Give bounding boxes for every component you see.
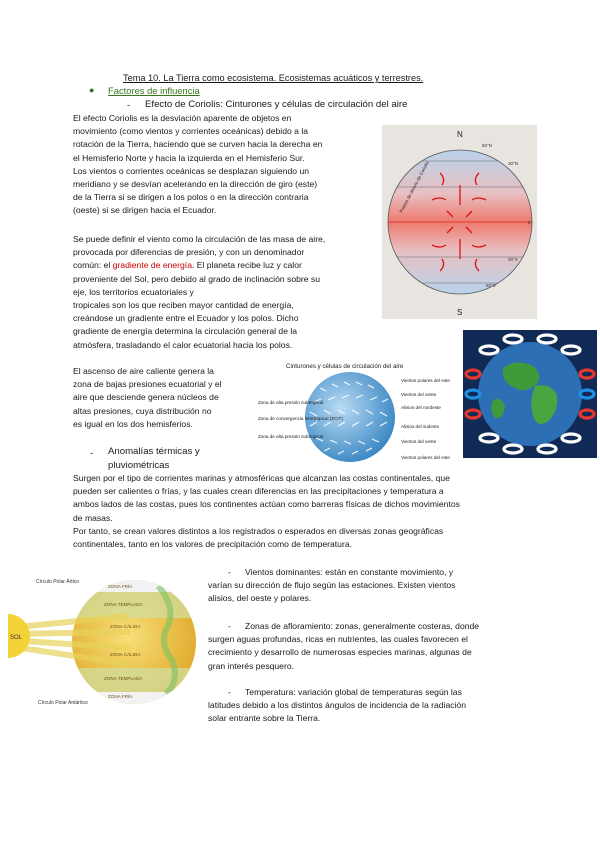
antarctic-circle-label: Círculo Polar Antártico [38, 700, 88, 706]
anomalias-heading [108, 445, 200, 473]
text-line: Por tanto, se crean valores distintos a los registrados o esperados en diversas zonas geográficas [73, 525, 444, 536]
text-line: el Hemisferio Norte y hacia la izquierda en el Hemisferio Sur. [73, 152, 305, 163]
text-line: solar entrante sobre la Tierra. [208, 713, 321, 724]
dash-marker: - [228, 687, 231, 697]
zone-label: ZONA TEMPLADA [104, 676, 143, 681]
dash-marker: - [90, 447, 94, 458]
atmospheric-cells-figure [463, 330, 597, 458]
dash-marker: - [228, 621, 231, 631]
belt-label: Zona de convergencia intertropical (ZCIT) [258, 416, 344, 421]
text-line: altas presiones, cuya distribución no [73, 405, 212, 416]
text-line: Los vientos o corrientes oceánicas se desplazan siguiendo un [73, 165, 310, 176]
dash-marker: - [127, 99, 131, 110]
latitude-label: 60°N [482, 143, 493, 148]
text-line: de la Tierra si se dirigen a los polos o en la dirección contraria [73, 192, 309, 203]
text-line: eje, los territorios ecuatoriales y [73, 286, 194, 297]
belt-label: Vientos del oeste [401, 392, 437, 397]
latitude-label: 60°S [486, 283, 496, 288]
text-line: Se puede definir el viento como la circulación de las masa de aire, [73, 234, 326, 244]
bullet-afloramiento [208, 620, 479, 673]
belt-label: Alisios del nordeste [401, 405, 441, 410]
text-line: meridiano y se desvían acelerando en la dirección de giro (este) [73, 179, 318, 190]
text-line: pueden ser calientes o frías, y las cuales crean diferencias en las precipitaciones y temperatura a [73, 486, 444, 497]
text-line: Zonas de afloramiento: zonas, generalmente costeras, donde [245, 621, 480, 631]
text-line: provocada por diferencias de presión, y con un denominador [73, 247, 305, 258]
text-line: El ascenso de aire caliente genera la [73, 366, 214, 376]
arctic-circle-label: Círculo Polar Ártico [36, 579, 80, 585]
dash-marker: - [228, 567, 231, 577]
text-line: creándose un gradiente entre el Ecuador y los polos. Dicho [73, 313, 299, 324]
bullet-dot: ● [89, 85, 95, 95]
zone-label: ZONA FRÍA [108, 694, 133, 699]
text-line: crecimiento y desarrollo de numerosas especies marinas, algunas de [208, 647, 472, 658]
text-span: . El planeta recibe luz y calor [191, 260, 302, 271]
text-line: gran interés pesquero. [208, 660, 294, 671]
text-line: surgen aguas profundas, ricas en nutrientes, las cuales favorecen el [208, 634, 468, 645]
belt-label: Alisios del sudeste [401, 424, 440, 429]
para-pressure [73, 365, 222, 431]
text-line: gradiente de energía determina la circulación general de la [73, 326, 298, 337]
text-span: común: el [73, 260, 113, 271]
para-wind [73, 233, 325, 352]
coriolis-heading: Efecto de Coriolis: Cinturones y células de circulación del aire [145, 99, 408, 110]
belt-label: Vientos polares del este [401, 455, 450, 460]
latitude-label: 30°S [508, 257, 518, 262]
text-line: (oeste) si se dirigen hacia el Ecuador. [73, 205, 217, 216]
label-south: S [457, 308, 463, 317]
text-line: latitudes debido a los distintos ángulos de incidencia de la radiación [208, 700, 466, 711]
belt-label: Vientos del oeste [401, 439, 437, 444]
page-title: Tema 10. La Tierra como ecosistema. Ecosistemas acuáticos y terrestres. [123, 73, 424, 83]
sun-label: SOL [10, 635, 23, 641]
text-line: Surgen por el tipo de corrientes marinas y atmosféricas que alcanzan las costas continentales, que [73, 473, 450, 483]
text-line: de masas. [73, 512, 113, 523]
text-line: tropicales son los que reciben mayor cantidad de energía, [73, 300, 294, 311]
text-line: rotación de la Tierra, haciendo que se curven hacia la derecha en [73, 139, 323, 150]
text-line: zona de bajas presiones ecuatorial y el [73, 379, 222, 390]
belt-label: Zona de alta presión subtropical [258, 434, 324, 439]
text-line: Anomalías térmicas y [108, 446, 200, 457]
text-line: alisios, del oeste y polares. [208, 593, 312, 604]
belt-label: Vientos polares del este [401, 378, 450, 383]
factors-heading: Factores de influencia [108, 85, 200, 96]
coriolis-figure [382, 125, 537, 319]
latitude-label: 0 [528, 220, 531, 225]
zone-label: ZONA CÁLIDA [110, 624, 141, 629]
climate-zones-figure [8, 576, 200, 707]
para-anomalies [73, 472, 460, 551]
zone-label: ZONA FRÍA [108, 584, 133, 589]
text-line: proveniente del Sol, pero debido al grado de inclinación sobre su [73, 273, 320, 284]
text-line: aire que desciende genera núcleos de [73, 392, 219, 403]
highlight-energy-gradient: gradiente de energía [112, 260, 192, 271]
text-line: Temperatura: variación global de temperaturas según las [245, 687, 462, 697]
bullet-temperatura [208, 686, 466, 726]
coriolis-side-label: Fuerza de desvío de Coriolis [398, 160, 430, 214]
text-line: El efecto Coriolis es la desviación aparente de objetos en [73, 113, 292, 123]
text-line: varían su dirección de flujo según las estaciones. Existen vientos [208, 580, 456, 591]
zone-label: ZONA CÁLIDA [110, 652, 141, 657]
text-line: es igual en los dos hemisferios. [73, 418, 193, 429]
text-line: atmósfera, trasladando el calor ecuatorial hacia los polos. [73, 339, 293, 350]
text-line: Vientos dominantes: están en constante movimiento, y [245, 567, 454, 577]
globe [478, 342, 582, 446]
text-line: pluviométricas [108, 460, 170, 471]
bullet-vientos [208, 566, 455, 606]
zone-label: ZONA TEMPLADA [104, 602, 143, 607]
text-line: ambos lados de las costas, pues los continentes actúan como barreras físicas de dichos movimientos [73, 499, 460, 510]
text-line: continentales, tanto en los valores de precipitación como de temperatura. [73, 539, 352, 550]
text-line: movimiento (como vientos y corrientes oceánicas) debido a la [73, 126, 309, 137]
latitude-label: 30°N [508, 161, 519, 166]
text-line [73, 259, 325, 272]
figure-title: Cinturones y células de circulación del aire [286, 363, 404, 370]
label-north: N [457, 130, 463, 139]
belt-label: Zona de alta presión subtropical [258, 400, 324, 405]
para-coriolis [73, 112, 322, 218]
circulation-belts-figure [258, 360, 460, 465]
